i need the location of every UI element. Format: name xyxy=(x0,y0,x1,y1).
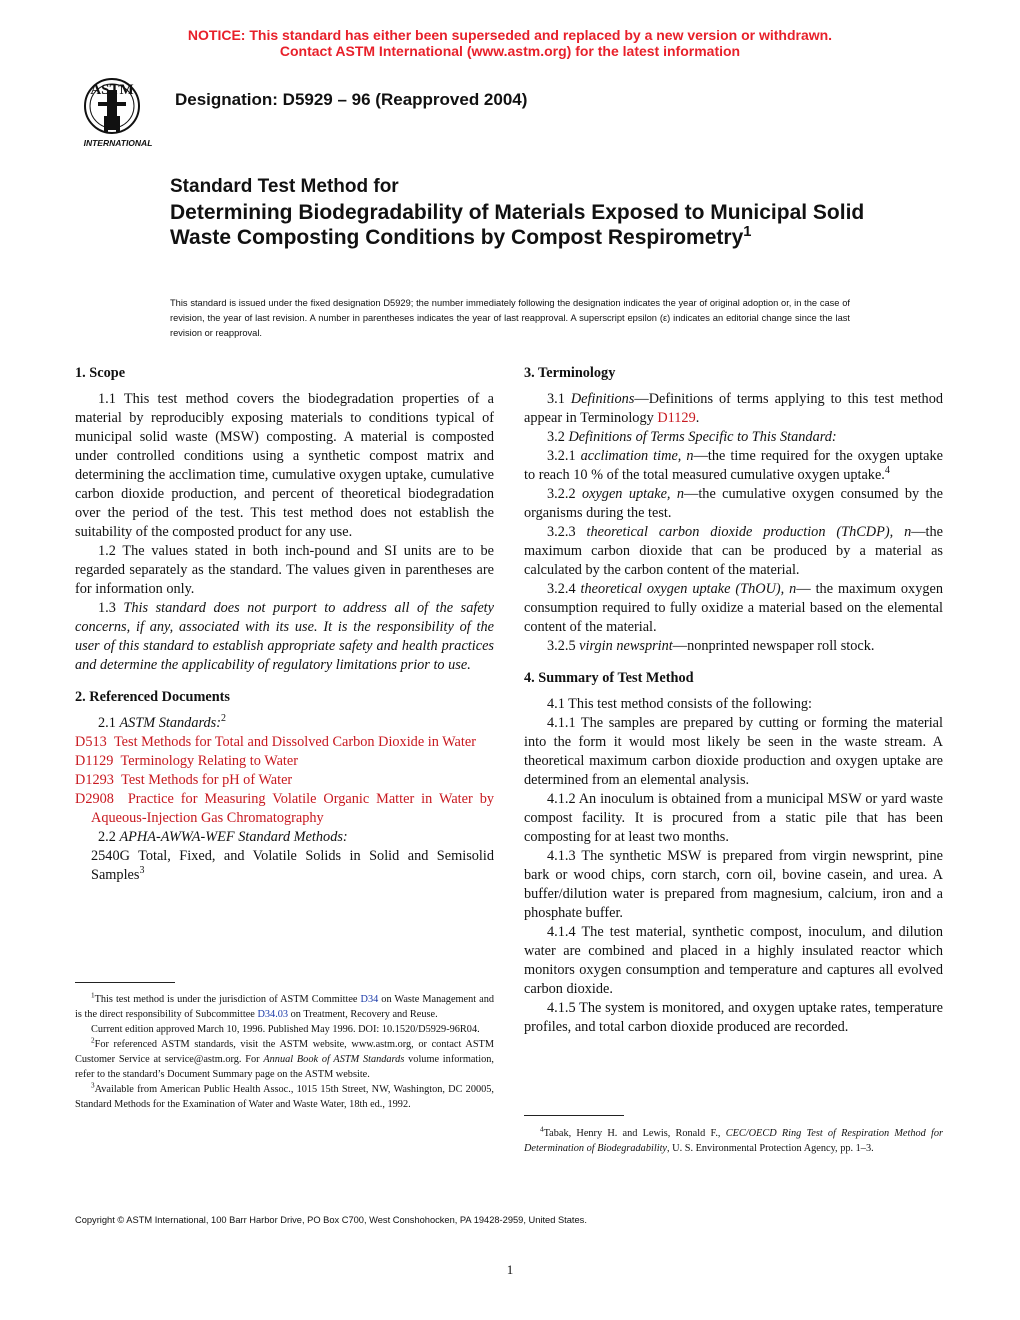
summary-heading: 4. Summary of Test Method xyxy=(524,670,694,686)
astm-logo-icon xyxy=(74,72,164,152)
ref-2540g: 2540G Total, Fixed, and Volatile Solids in Solid and Semisolid Samples$^3$ xyxy=(91,848,494,883)
title-sup: 1 xyxy=(743,224,752,240)
link-d34[interactable]: D34 xyxy=(360,994,379,1005)
copyright: Copyright © ASTM International, 100 Barr Harbor Drive, PO Box C700, West Conshohocken, PA 19428-2959, United States. xyxy=(75,1215,587,1225)
footnote-3: $^3$Available from American Public Health Assoc., 1015 15th Street, NW, Washington, DC 20005, Standard Methods for the Examination of Water and Waste Water, 18th ed., 1992. xyxy=(75,1081,494,1110)
footnotes-left xyxy=(75,992,494,1112)
terminology-heading: 3. Terminology xyxy=(524,365,616,381)
para-3-2-1: 3.2.1 acclimation time, n—the time required for the oxygen uptake to reach 10 % of the total measured cumulative oxygen uptake.$^4$ xyxy=(524,448,943,483)
para-1-2: 1.2 The values stated in both inch-pound and SI units are to be regarded separately as the standard. The values given in parentheses are for information only. xyxy=(75,543,494,597)
footnote-4: $^4$Tabak, Henry H. and Lewis, Ronald F., CEC/OECD Ring Test of Respiration Method for Determination of Biodegradability, U. S. Environmental Protection Agency, pp. 1–3. xyxy=(524,1125,944,1154)
footnote-rule-right xyxy=(524,1115,624,1116)
document-title xyxy=(170,200,870,250)
logo-subtitle: INTERNATIONAL xyxy=(83,138,153,148)
footnote-rule-left xyxy=(75,982,175,983)
ref-d513[interactable]: D513 Test Methods for Total and Dissolved Carbon Dioxide in Water xyxy=(75,734,476,750)
referenced-documents-heading: 2. Referenced Documents xyxy=(75,689,230,705)
right-column xyxy=(524,364,943,1037)
para-3-2-5: 3.2.5 virgin newsprint—nonprinted newspaper roll stock. xyxy=(547,638,875,654)
para-4-1-4: 4.1.4 The test material, synthetic compost, inoculum, and dilution water are combined and placed in a highly insulated reactor which monitors oxygen consumption and temperature and captures all evolved carbon dioxide. xyxy=(524,924,943,997)
left-column xyxy=(75,364,494,885)
footnote-1-edition: Current edition approved March 10, 1996. Published May 1996. DOI: 10.1520/D5929-96R04. xyxy=(91,1024,480,1035)
link-d1129[interactable]: D1129 xyxy=(657,410,696,426)
astm-logo xyxy=(74,72,164,152)
designation: Designation: D5929 – 96 (Reapproved 2004) xyxy=(175,90,528,109)
para-3-2: 3.2 Definitions of Terms Specific to This Standard: xyxy=(547,429,837,445)
footnotes-right xyxy=(524,1126,943,1156)
para-3-2-2: 3.2.2 oxygen uptake, n—the cumulative oxygen consumed by the organisms during the test. xyxy=(524,486,943,521)
para-1-1: 1.1 This test method covers the biodegradation properties of a material by reproducibly exposing materials to conditions typical of municipal solid waste (MSW) composting. A material is composted under controlled conditions using a synthetic compost matrix and determining the acclimation time, cumulative oxygen uptake, cumulative carbon dioxide production, and percent of theoretical biodegradation over the period of the test. This test method does not establish the suitability of the composted product for any use. xyxy=(75,391,494,540)
title-line-1: Standard Test Method for xyxy=(170,176,399,197)
link-d34-03[interactable]: D34.03 xyxy=(257,1009,289,1020)
logo-letters: ASTM xyxy=(90,82,134,98)
footnote-1: $^1$This test method is under the jurisdiction of ASTM Committee D34 on Waste Management and is the direct responsibility of Subcommittee D34.03 on Treatment, Recovery and Reuse. xyxy=(75,991,495,1020)
para-3-2-3: 3.2.3 theoretical carbon dioxide production (ThCDP), n—the maximum carbon dioxide that can be produced by a material as calculated by the carbon content of the material. xyxy=(524,524,943,578)
footnote-2: $^2$For referenced ASTM standards, visit the ASTM website, www.astm.org, or contact ASTM Customer Service at service@astm.org. For Annual Book of ASTM Standards volume information, refer to the standard’s Document Summary page on the ASTM website. xyxy=(75,1036,494,1080)
para-4-1-1: 4.1.1 The samples are prepared by cutting or forming the material into the form it would most likely be seen in the waste stream. A theoretical maximum carbon dioxide production and oxygen uptake are determined from an elemental analysis. xyxy=(524,715,943,788)
para-4-1: 4.1 This test method consists of the following: xyxy=(547,696,813,712)
para-4-1-3: 4.1.3 The synthetic MSW is prepared from virgin newsprint, pine bark or wood chips, corn starch, corn oil, bovine casein, and urea. A buffer/dilution water is prepared from magnesium, calcium, iron and a phosphate buffer. xyxy=(524,848,943,921)
para-3-2-4: 3.2.4 theoretical oxygen uptake (ThOU), n— the maximum oxygen consumption required to fully oxidize a material based on the elemental content of the material. xyxy=(524,581,943,635)
para-3-1: 3.1 Definitions—Definitions of terms applying to this test method appear in Terminology D1129. xyxy=(524,391,943,426)
para-4-1-5: 4.1.5 The system is monitored, and oxygen uptake rates, temperature profiles, and total carbon dioxide produced are recorded. xyxy=(524,1000,943,1035)
issued-note: This standard is issued under the fixed designation D5929; the number immediately following the designation indicates the year of original adoption or, in the case of revision, the year of last revision. A number in parentheses indicates the year of last reapproval. A superscript epsilon (ε) indicates an editorial change since the last revision or reapproval. xyxy=(170,298,850,338)
notice-line-1: NOTICE: This standard has either been superseded and replaced by a new version or withdrawn. xyxy=(187,27,833,43)
scope-heading: 1. Scope xyxy=(75,365,126,381)
ref-d1129[interactable]: D1129 Terminology Relating to Water xyxy=(75,753,298,769)
para-2-1: 2.1 ASTM Standards:$^2$ xyxy=(98,713,226,731)
page-number: 1 xyxy=(506,1262,514,1277)
ref-d1293[interactable]: D1293 Test Methods for pH of Water xyxy=(75,772,293,788)
para-4-1-2: 4.1.2 An inoculum is obtained from a municipal MSW or yard waste compost facility. It is procured from a static pile that has been composting for at least two months. xyxy=(524,791,943,845)
para-2-2: 2.2 APHA-AWWA-WEF Standard Methods: xyxy=(98,829,348,845)
para-1-3: 1.3 This standard does not purport to address all of the safety concerns, if any, associated with its use. It is the responsibility of the user of this standard to establish appropriate safety and health practices and determine the applicability of regulatory limitations prior to use. xyxy=(75,600,494,673)
notice-line-2: Contact ASTM International (www.astm.org) for the latest information xyxy=(279,43,741,59)
title-text: Determining Biodegradability of Materials Exposed to Municipal Solid Waste Composting Conditions by Compost Respirometry xyxy=(170,201,865,249)
ref-d2908[interactable]: D2908 Practice for Measuring Volatile Organic Matter in Water by Aqueous-Injection Gas Chromatography xyxy=(75,791,494,826)
